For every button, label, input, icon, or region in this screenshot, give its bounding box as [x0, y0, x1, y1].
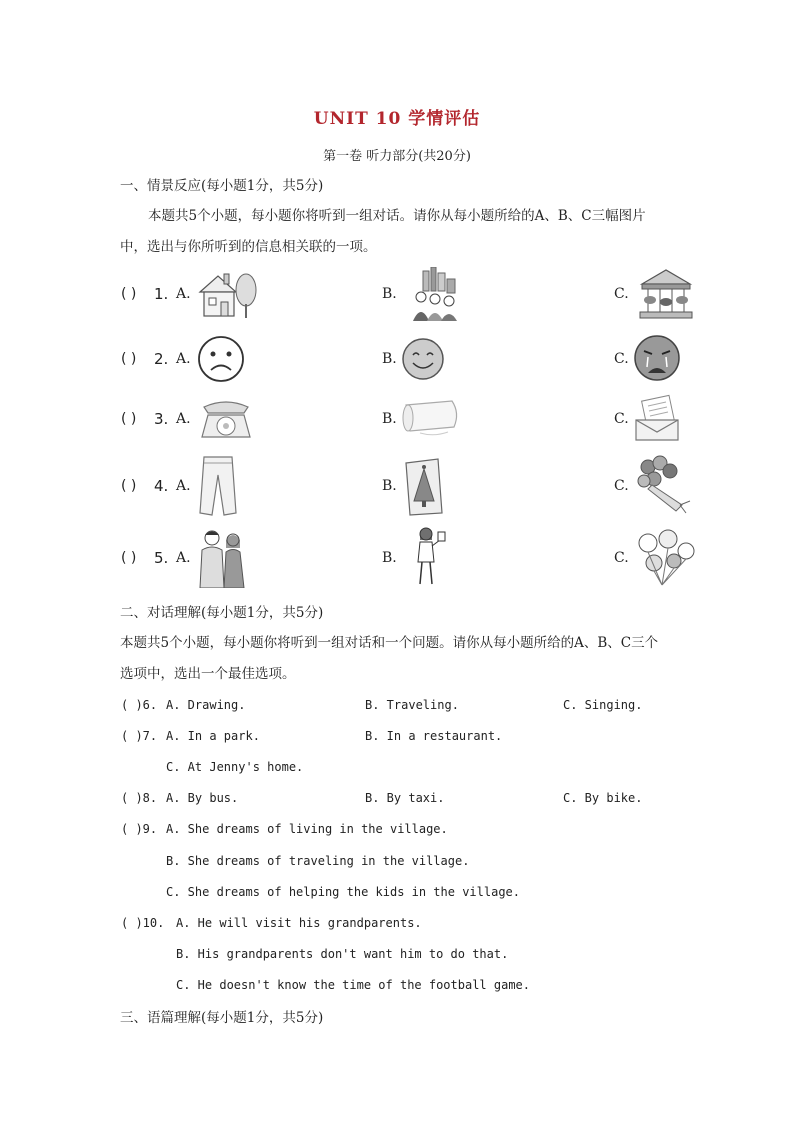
option-b-label: B.: [382, 411, 397, 427]
answer-blank[interactable]: ( ): [121, 351, 137, 367]
option-b[interactable]: B. In a restaurant.: [365, 729, 503, 743]
option-a-label: A.: [176, 550, 191, 566]
section2-heading: 二、对话理解(每小题1分，共5分): [120, 605, 324, 621]
option-c[interactable]: C. At Jenny's home.: [166, 760, 304, 774]
option-c[interactable]: C. She dreams of helping the kids in the village.: [166, 885, 521, 899]
option-b-label: B.: [382, 286, 397, 302]
section2-instruction-line2: 选项中，选出一个最佳选项。: [120, 666, 296, 682]
option-c-label: C.: [614, 550, 629, 566]
section1-instruction-line2: 中，选出与你所听到的信息相关联的一项。: [120, 239, 377, 255]
option-c-label: C.: [614, 478, 629, 494]
question-number: 4.: [154, 477, 169, 495]
option-a[interactable]: A. He will visit his grandparents.: [176, 916, 422, 930]
part-subtitle: 第一卷 听力部分(共20分): [323, 149, 471, 164]
page-title: UNIT 10 学情评估: [313, 109, 481, 129]
option-c[interactable]: C. He doesn't know the time of the football game.: [176, 978, 531, 992]
scroll-icon[interactable]: [400, 397, 464, 437]
city-people-icon[interactable]: [403, 267, 463, 323]
woman-with-paper-icon[interactable]: [410, 526, 446, 588]
option-a[interactable]: A. In a park.: [166, 729, 260, 743]
question-lead[interactable]: ( )6.: [121, 698, 158, 712]
flower-bouquet-icon[interactable]: [634, 455, 692, 515]
crying-face-icon[interactable]: [632, 333, 682, 383]
section1-heading: 一、情景反应(每小题1分，共5分): [120, 178, 324, 194]
option-a[interactable]: A. She dreams of living in the village.: [166, 822, 448, 836]
couple-icon[interactable]: [196, 528, 248, 588]
option-b[interactable]: B. Traveling.: [365, 698, 459, 712]
option-b-label: B.: [382, 478, 397, 494]
option-a[interactable]: A. Drawing.: [166, 698, 246, 712]
option-b[interactable]: B. His grandparents don't want him to do that.: [176, 947, 509, 961]
happy-face-icon[interactable]: [400, 336, 446, 382]
question-lead[interactable]: ( )7.: [121, 729, 158, 743]
answer-blank[interactable]: ( ): [121, 286, 137, 302]
option-b-label: B.: [382, 351, 397, 367]
section3-heading: 三、语篇理解(每小题1分，共5分): [120, 1010, 324, 1026]
carousel-icon[interactable]: [636, 266, 696, 322]
section2-instruction-line1: 本题共5个小题，每小题你将听到一组对话和一个问题。请你从每小题所给的A、B、C三个: [120, 635, 659, 651]
christmas-card-icon[interactable]: [402, 457, 446, 517]
option-c[interactable]: C. Singing.: [563, 698, 643, 712]
section1-instruction-line1: 本题共5个小题，每小题你将听到一组对话。请你从每小题所给的A、B、C三幅图片: [148, 208, 646, 224]
question-lead[interactable]: ( )10.: [121, 916, 165, 930]
option-c-label: C.: [614, 286, 629, 302]
answer-blank[interactable]: ( ): [121, 411, 137, 427]
option-a[interactable]: A. By bus.: [166, 791, 239, 805]
question-number: 2.: [154, 350, 169, 368]
option-a-label: A.: [176, 411, 191, 427]
option-b[interactable]: B. She dreams of traveling in the village.: [166, 854, 470, 868]
option-a-label: A.: [176, 478, 191, 494]
sad-face-icon[interactable]: [196, 334, 246, 384]
question-number: 3.: [154, 410, 169, 428]
question-number: 5.: [154, 549, 169, 567]
answer-blank[interactable]: ( ): [121, 478, 137, 494]
option-a-label: A.: [176, 351, 191, 367]
answer-blank[interactable]: ( ): [121, 550, 137, 566]
question-lead[interactable]: ( )8.: [121, 791, 158, 805]
option-b-label: B.: [382, 550, 397, 566]
option-c-label: C.: [614, 351, 629, 367]
house-icon[interactable]: [196, 268, 258, 320]
trousers-icon[interactable]: [198, 455, 238, 517]
telephone-icon[interactable]: [198, 397, 254, 441]
option-b[interactable]: B. By taxi.: [365, 791, 445, 805]
envelope-letter-icon[interactable]: [632, 394, 682, 444]
option-a-label: A.: [176, 286, 191, 302]
question-lead[interactable]: ( )9.: [121, 822, 158, 836]
option-c-label: C.: [614, 411, 629, 427]
option-c[interactable]: C. By bike.: [563, 791, 643, 805]
question-number: 1.: [154, 285, 169, 303]
balloons-icon[interactable]: [632, 527, 696, 589]
